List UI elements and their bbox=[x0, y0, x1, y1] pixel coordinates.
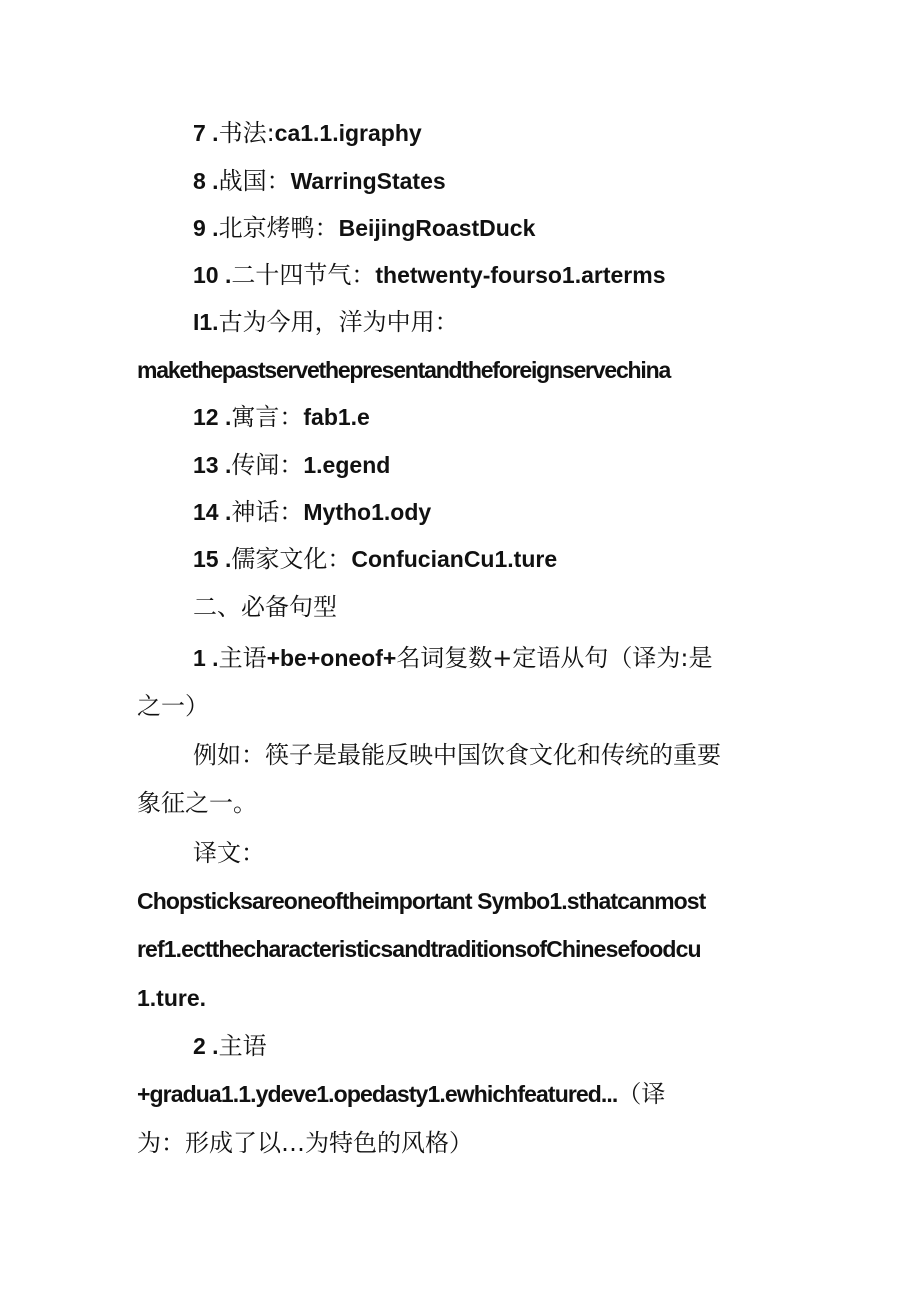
item-separator: . bbox=[218, 452, 232, 478]
vocab-item-14 bbox=[193, 496, 431, 528]
pattern-1-continuation bbox=[137, 690, 209, 722]
vocab-item-11-english bbox=[137, 354, 670, 386]
english-term: BeijingRoastDuck bbox=[338, 215, 536, 241]
pattern-1-translation-label bbox=[193, 837, 265, 869]
english-term: fab1.e bbox=[303, 404, 370, 430]
item-number: 12 bbox=[193, 404, 219, 430]
translation-text: ref1.ectthecharacteristicsandtraditionsofChinesefoodcu bbox=[137, 936, 701, 962]
english-term: WarringStates bbox=[290, 168, 446, 194]
pattern-separator: . bbox=[205, 1033, 219, 1059]
item-separator: . bbox=[218, 262, 232, 288]
pattern-chinese-tail: （译 bbox=[617, 1080, 666, 1108]
translation-text: 1.ture. bbox=[137, 985, 207, 1011]
vocab-item-10 bbox=[193, 259, 666, 291]
english-term: makethepastservethepresentandtheforeignservechina bbox=[137, 357, 671, 383]
chinese-term: 书法: bbox=[218, 119, 275, 147]
item-number: I1. bbox=[193, 309, 219, 335]
item-separator: . bbox=[205, 168, 219, 194]
vocab-item-8 bbox=[193, 165, 446, 197]
section-heading-text: 二、必备句型 bbox=[193, 593, 337, 621]
item-number: 15 bbox=[193, 546, 219, 572]
vocab-item-11 bbox=[193, 306, 459, 338]
pattern-1-translation-line-1 bbox=[137, 885, 705, 917]
item-separator: . bbox=[205, 215, 219, 241]
item-number: 9 bbox=[193, 215, 206, 241]
vocab-item-12 bbox=[193, 401, 370, 433]
example-text: 例如：筷子是最能反映中国饮食文化和传统的重要 bbox=[193, 741, 721, 769]
example-continuation-text: 象征之一。 bbox=[137, 789, 257, 817]
chinese-term: 寓言： bbox=[231, 403, 304, 431]
chinese-term: 二十四节气： bbox=[231, 261, 376, 289]
item-number: 13 bbox=[193, 452, 219, 478]
chinese-term: 古为今用，洋为中用： bbox=[218, 308, 459, 336]
item-separator: . bbox=[218, 499, 232, 525]
english-term: ca1.1.igraphy bbox=[274, 120, 422, 146]
vocab-item-9 bbox=[193, 212, 535, 244]
english-term: ConfucianCu1.ture bbox=[351, 546, 558, 572]
pattern-chinese-b: 名词复数+定语从句（译为:是 bbox=[396, 644, 713, 672]
pattern-number: 1 bbox=[193, 645, 206, 671]
item-number: 10 bbox=[193, 262, 219, 288]
english-term: 1.egend bbox=[303, 452, 391, 478]
pattern-2-title bbox=[193, 1030, 267, 1062]
translation-text: Chopsticksareoneoftheimportant Symbo1.sthatcanmost bbox=[137, 888, 706, 914]
vocab-item-13 bbox=[193, 449, 390, 481]
chinese-term: 北京烤鸭： bbox=[218, 214, 339, 242]
pattern-continuation-text: 之一） bbox=[137, 692, 209, 720]
item-number: 14 bbox=[193, 499, 219, 525]
pattern-1-translation-line-3 bbox=[137, 982, 206, 1014]
item-separator: . bbox=[218, 546, 232, 572]
pattern-1-example bbox=[193, 739, 721, 771]
item-number: 7 bbox=[193, 120, 206, 146]
vocab-item-15 bbox=[193, 543, 557, 575]
pattern-english: +gradua1.1.ydeve1.opedasty1.ewhichfeatured... bbox=[137, 1081, 618, 1107]
item-separator: . bbox=[205, 120, 219, 146]
english-term: thetwenty-fourso1.arterms bbox=[375, 262, 666, 288]
item-separator: . bbox=[218, 404, 232, 430]
section-heading bbox=[193, 591, 337, 623]
pattern-english: +be+oneof+ bbox=[266, 645, 397, 671]
pattern-chinese-a: 主语 bbox=[218, 1032, 267, 1060]
english-term: Mytho1.ody bbox=[303, 499, 432, 525]
pattern-separator: . bbox=[205, 645, 219, 671]
chinese-term: 神话： bbox=[231, 498, 304, 526]
pattern-2-continuation bbox=[137, 1127, 473, 1159]
item-number: 8 bbox=[193, 168, 206, 194]
pattern-number: 2 bbox=[193, 1033, 206, 1059]
pattern-2-english bbox=[137, 1078, 665, 1110]
chinese-term: 传闻： bbox=[231, 451, 304, 479]
chinese-term: 战国： bbox=[218, 167, 291, 195]
pattern-chinese-a: 主语 bbox=[218, 644, 267, 672]
vocab-item-7 bbox=[193, 117, 422, 149]
pattern-1-translation-line-2 bbox=[137, 933, 701, 965]
chinese-term: 儒家文化： bbox=[231, 545, 352, 573]
pattern-continuation-text: 为：形成了以…为特色的风格） bbox=[137, 1129, 473, 1157]
pattern-1-title bbox=[193, 642, 713, 674]
pattern-1-example-cont bbox=[137, 787, 257, 819]
translation-label: 译文： bbox=[193, 839, 265, 867]
